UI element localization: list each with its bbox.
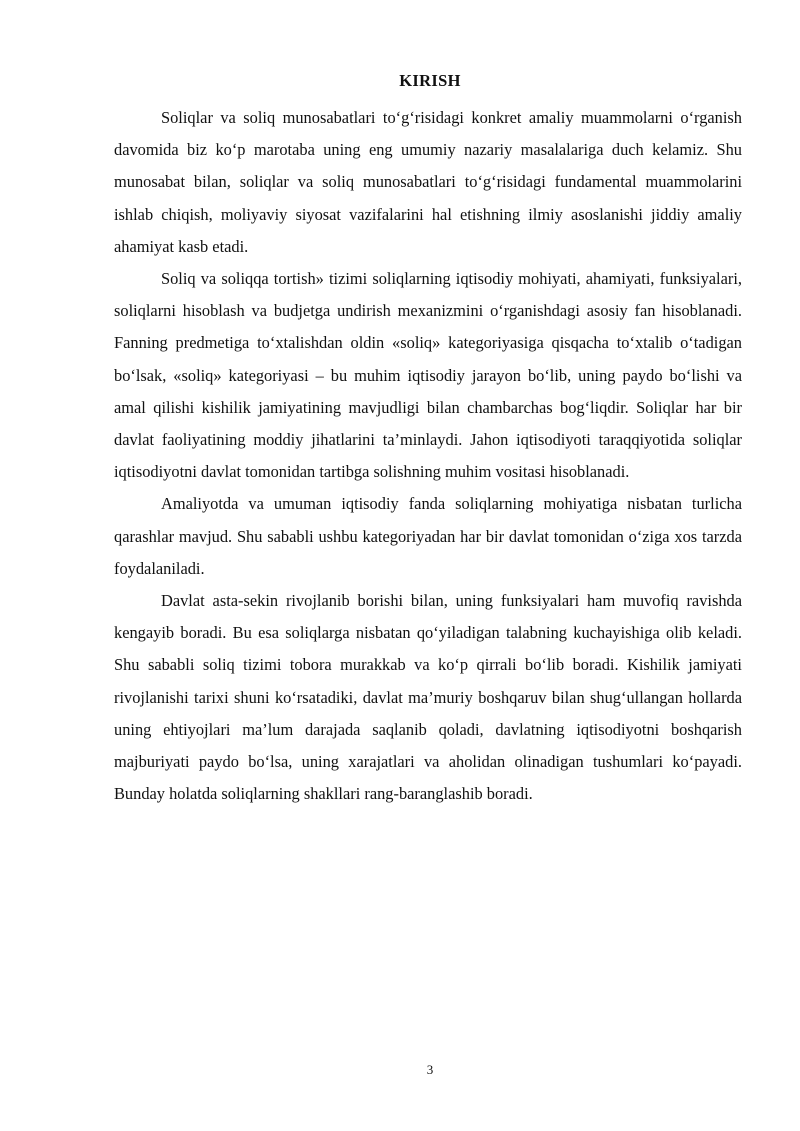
section-title: KIRISH [399,71,461,90]
paragraph-2: Soliq va soliqqa tortish» tizimi soliqlarning iqtisodiy mohiyati, ahamiyati, funksiyalari, soliqlarni hisoblash va budjetga undirish mexanizmini o‘rganishdagi asosiy fan hisoblanadi. Fanning predmetiga to‘xtalishdan oldin «soliq» kategoriyasiga qisqacha to‘xtalib o‘tadigan bo‘lsak, «soliq» kategoriyasi – bu muhim iqtisodiy jarayon bo‘lib, uning paydo bo‘lishi va amal qilishi kishilik jamiyatining mavjudligi bilan chambarchas bog‘liqdir. Soliqlar har bir davlat faoliyatining moddiy jihatlarini ta’minlaydi. Jahon iqtisodiyoti taraqqiyotida soliqlar iqtisodiyotni davlat tomonidan tartibga solishning muhim vositasi hisoblanadi. [114,269,742,482]
page-number: 3 [426,1062,434,1077]
paragraph-4: Davlat asta-sekin rivojlanib borishi bilan, uning funksiyalari ham muvofiq ravishda kengayib boradi. Bu esa soliqlarga nisbatan qo‘yiladigan talabning kuchayishiga olib keladi. Shu sababli soliq tizimi tobora murakkab va ko‘p qirrali bo‘lib boradi. Kishilik jamiyati rivojlanishi tarixi shuni ko‘rsatadiki, davlat ma’muriy boshqaruv bilan shug‘ullangan hollarda uning ehtiyojlari ma’lum darajada saqlanib qoladi, davlatning iqtisodiyotni boshqarish majburiyati paydo bo‘lsa, uning xarajatlari va aholidan olinadigan tushumlari ko‘payadi. Bunday holatda soliqlarning shakllari rang-baranglashib boradi. [114,591,742,804]
paragraph-1: Soliqlar va soliq munosabatlari to‘g‘risidagi konkret amaliy muammolarni o‘rganish davomida biz ko‘p marotaba uning eng umumiy nazariy masalalariga duch kelamiz. Shu munosabat bilan, soliqlar va soliq munosabatlari to‘g‘risidagi fundamental muammolarini ishlab chiqish, moliyaviy siyosat vazifalarini hal etishning ilmiy asoslanishi jiddiy amaliy ahamiyat kasb etadi. [114,108,742,256]
body-text [114,102,742,810]
paragraph-3: Amaliyotda va umuman iqtisodiy fanda soliqlarning mohiyatiga nisbatan turlicha qarashlar mavjud. Shu sababli ushbu kategoriyadan har bir davlat tomonidan o‘ziga xos tarzda foydalaniladi. [114,494,742,578]
